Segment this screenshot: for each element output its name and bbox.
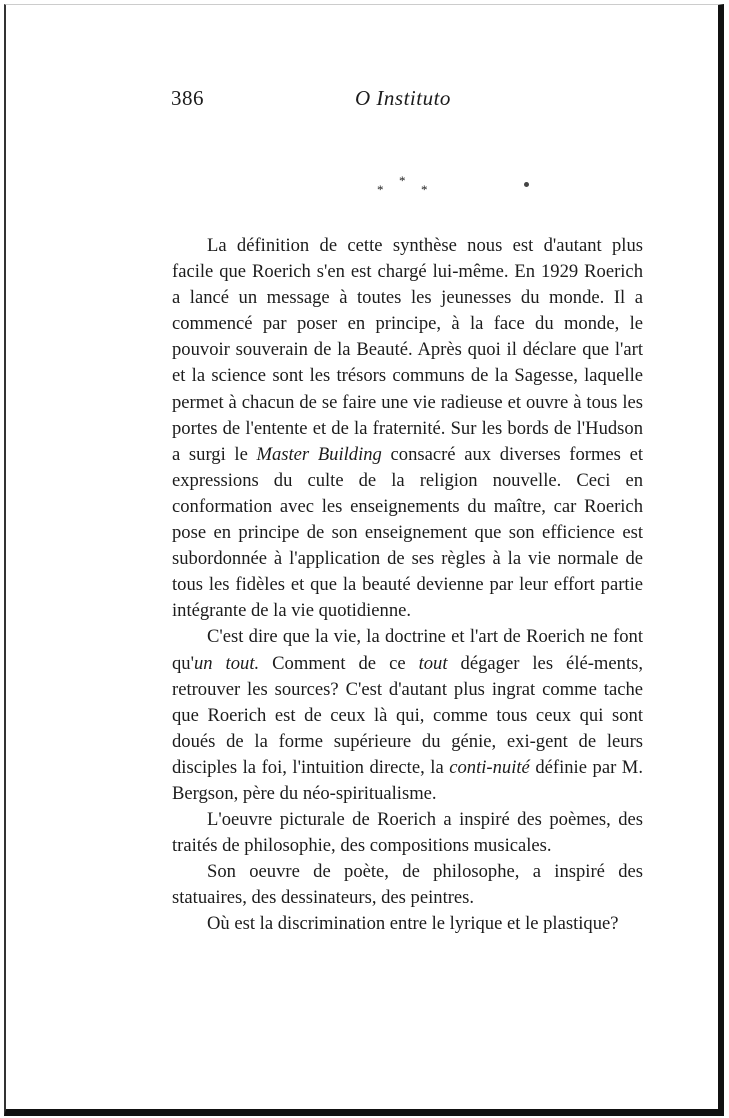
italic-word: tout [418,652,448,674]
text-run: L'oeuvre picturale de Roerich a inspiré des poèmes, des traités de philosophie, des compositions musicales. [172,809,643,857]
text-run: La définition de cette synthèse nous est d'autant plus facile que Roerich s'en est chargé lui-même. En 1929 Roerich a lancé un message à toutes les jeunesses du monde. Il a commencé par poser en principe, à la face du monde, le pouvoir souverain de la Beauté. Après quoi il déclare que l'art et la science sont les trésors communs de la Sagesse, laquelle permet à chacun de se faire une vie radieuse et ouvre à tous les portes de l'entente et de la fraternité. Sur les bords de l'Hudson a surgi le [172,235,643,465]
asterisk-mark: * [377,182,384,197]
text-run: Comment de ce [259,652,419,674]
section-break-asterism [377,174,431,198]
print-speck [524,182,529,187]
text-run: définie par M. Bergson, père du néo-spiritualisme. [172,756,643,804]
paragraph [172,233,643,624]
page-number: 386 [171,86,204,110]
text-run: Son oeuvre de poète, de philosophe, a inspiré des statuaires, des dessinateurs, des peintres. [172,861,643,909]
asterisk-mark: * [399,173,406,188]
paragraph [172,807,643,859]
text-run: dégager les élé-ments, retrouver les sources? C'est d'autant plus ingrat comme tache que Roerich est de ceux là qui, comme tous ceux qui sont doués de la forme supérieure du génie, exi-gent de leurs disciples la foi, l'intuition directe, la [172,652,643,778]
italic-word: conti-nuité [449,756,530,778]
body-text [172,233,643,938]
italic-phrase: un tout. [193,652,260,674]
paragraph [172,911,643,937]
text-run: C'est dire que la vie, la doctrine et l'art de Roerich ne font qu' [172,626,643,674]
italic-title: Master Building [256,443,382,465]
text-run: consacré aux diverses formes et expressions du culte de la religion nouvelle. Ceci en conformation avec les enseignements du maître, car Roerich pose en principe de son enseignement que son efficience est subordonnée à l'application de ses règles à la vie normale de tous les fidèles et que la beauté devienne par leur effort partie intégrante de la vie quotidienne. [172,443,643,622]
text-run: Où est la discrimination entre le lyrique et le plastique? [207,913,619,935]
paragraph [172,624,643,807]
paragraph [172,859,643,911]
running-title: O Instituto [355,86,451,110]
asterisk-mark: * [421,182,428,197]
